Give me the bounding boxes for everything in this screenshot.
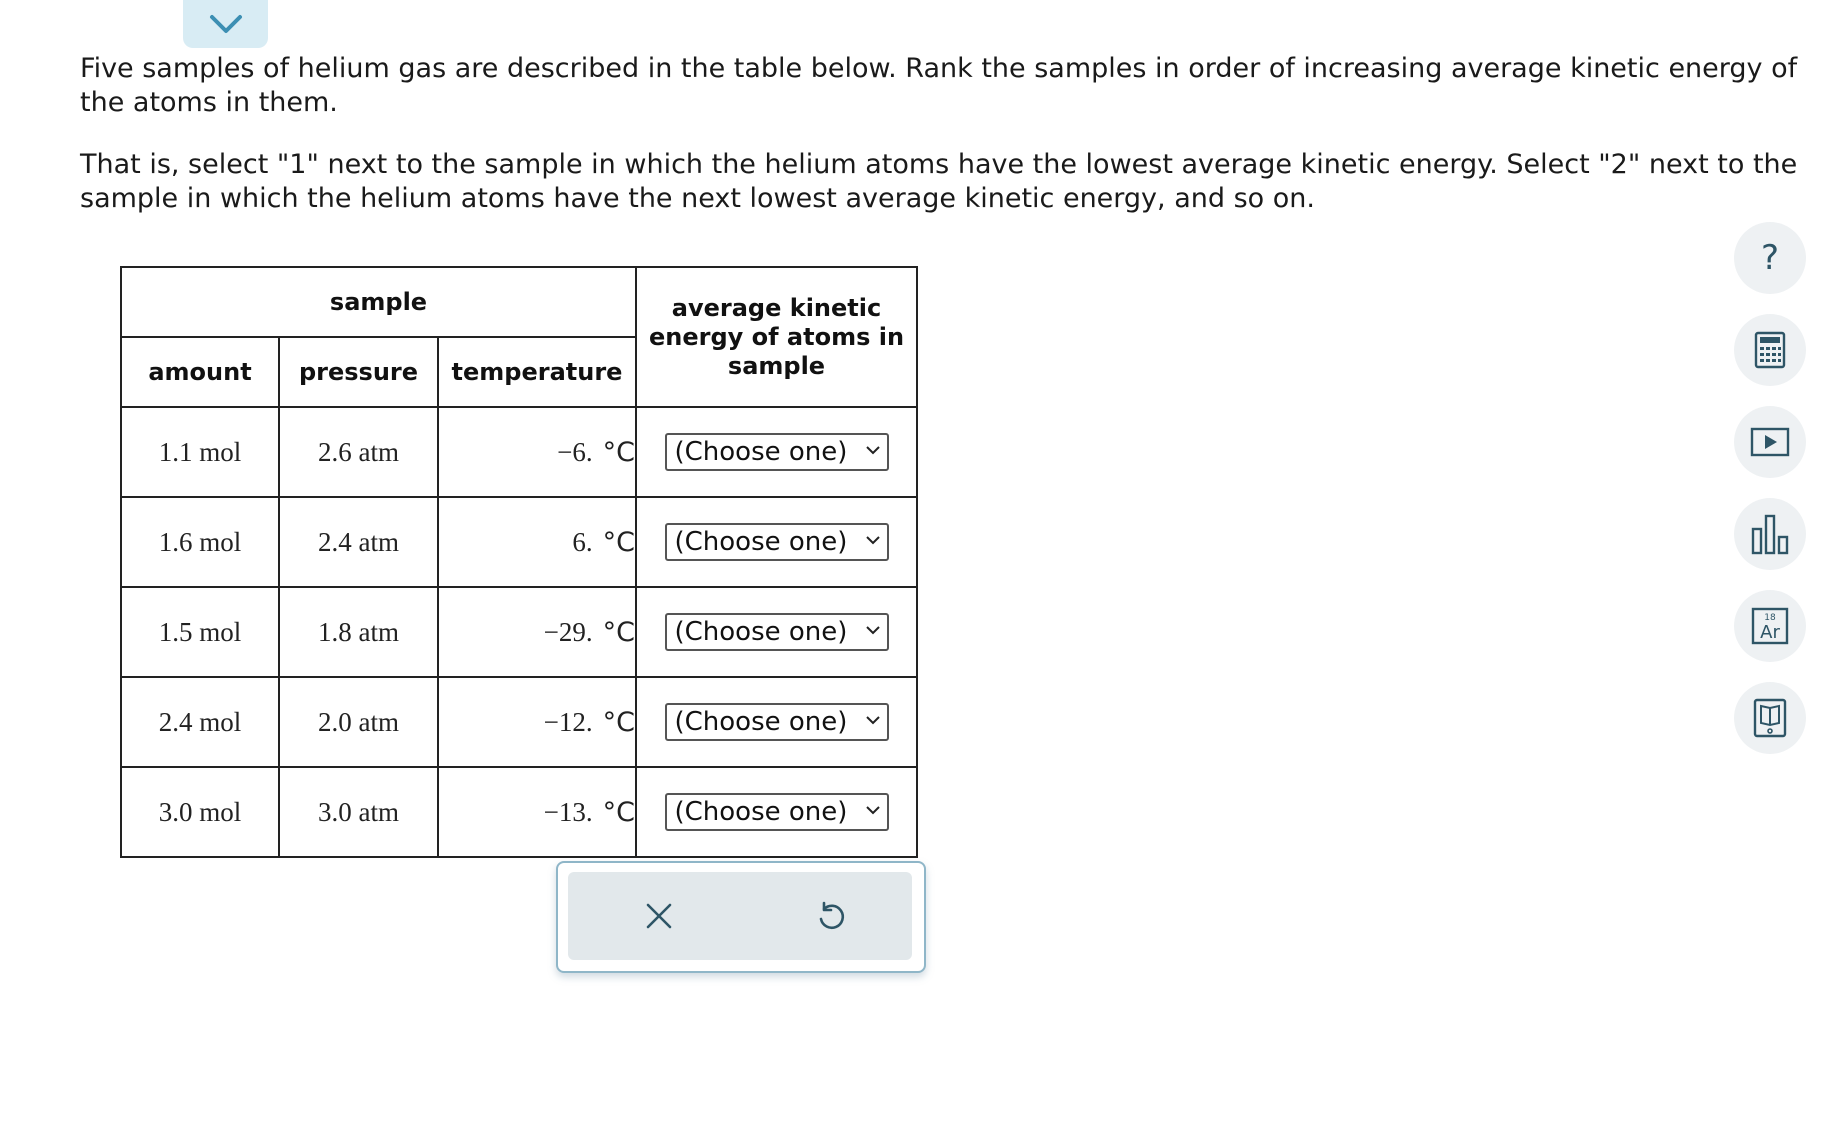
rank-cell [636, 677, 917, 767]
pressure-cell: 3.0 atm [279, 767, 438, 857]
chevron-down-icon [865, 444, 881, 456]
pressure-cell: 2.0 atm [279, 677, 438, 767]
table-row [121, 407, 917, 497]
temperature-unit: °C [602, 796, 635, 828]
instruction-text: That is, select "1" next to the sample in which the helium atoms have the lowest average kinetic energy. Select "2" next to the sample in which the helium atoms have the next lowest average kinetic energy, and so on. [80, 149, 1806, 214]
periodic-symbol: Ar [1760, 622, 1780, 643]
kinetic-energy-header: average kinetic energy of atoms in sample [636, 267, 917, 407]
amount-cell: 1.1 mol [121, 407, 279, 497]
sample-group-header: sample [121, 267, 636, 337]
table-row [121, 677, 917, 767]
chevron-down-icon [865, 714, 881, 726]
pressure-cell: 2.6 atm [279, 407, 438, 497]
temperature-value: −12. [543, 706, 593, 737]
clear-icon [644, 901, 674, 931]
periodic-number: 18 [1764, 613, 1776, 623]
answer-action-panel [556, 861, 926, 973]
temperature-cell [438, 767, 636, 857]
calculator-icon [1754, 331, 1786, 369]
amount-cell: 1.5 mol [121, 587, 279, 677]
temperature-unit: °C [602, 706, 635, 738]
rank-cell [636, 587, 917, 677]
amount-header: amount [121, 337, 279, 407]
table-row [121, 587, 917, 677]
periodic-table-icon [1751, 607, 1789, 645]
rank-select[interactable] [665, 523, 889, 561]
table-row [121, 497, 917, 587]
temperature-value: −6. [557, 436, 593, 467]
help-button[interactable] [1734, 222, 1806, 294]
help-icon: ? [1760, 238, 1780, 278]
rank-cell [636, 407, 917, 497]
table-row [121, 767, 917, 857]
chevron-down-icon [865, 624, 881, 636]
video-icon [1750, 427, 1790, 457]
calculator-button[interactable] [1734, 314, 1806, 386]
undo-button[interactable] [811, 896, 851, 936]
rank-select-value: (Choose one) [674, 437, 848, 467]
undo-icon [815, 900, 847, 932]
bar-chart-icon [1750, 513, 1790, 555]
rank-select-value: (Choose one) [674, 797, 848, 827]
video-button[interactable] [1734, 406, 1806, 478]
rank-select[interactable] [665, 793, 889, 831]
temperature-value: 6. [572, 526, 593, 557]
pressure-cell: 2.4 atm [279, 497, 438, 587]
pressure-cell: 1.8 atm [279, 587, 438, 677]
chevron-down-icon [865, 804, 881, 816]
temperature-unit: °C [602, 526, 635, 558]
chevron-down-icon [865, 534, 881, 546]
temperature-cell [438, 407, 636, 497]
reference-book-icon [1753, 698, 1787, 738]
chevron-down-icon [209, 14, 243, 34]
temperature-unit: °C [602, 616, 635, 648]
question-text: Five samples of helium gas are described in the table below. Rank the samples in order of increasing average kinetic energy of the atoms in them. [80, 53, 1806, 118]
temperature-cell [438, 497, 636, 587]
samples-table [120, 266, 918, 858]
rank-select-value: (Choose one) [674, 617, 848, 647]
rank-select-value: (Choose one) [674, 527, 848, 557]
collapse-toggle[interactable] [183, 0, 268, 48]
clear-button[interactable] [639, 896, 679, 936]
amount-cell: 1.6 mol [121, 497, 279, 587]
pressure-header: pressure [279, 337, 438, 407]
rank-cell [636, 497, 917, 587]
temperature-cell [438, 587, 636, 677]
amount-cell: 3.0 mol [121, 767, 279, 857]
action-bar [568, 872, 912, 960]
rank-select-value: (Choose one) [674, 707, 848, 737]
periodic-table-button[interactable] [1734, 590, 1806, 662]
temperature-unit: °C [602, 436, 635, 468]
reference-button[interactable] [1734, 682, 1806, 754]
amount-cell: 2.4 mol [121, 677, 279, 767]
temperature-value: −29. [543, 616, 593, 647]
rank-select[interactable] [665, 433, 889, 471]
temperature-value: −13. [543, 796, 593, 827]
temperature-header: temperature [438, 337, 636, 407]
rank-select[interactable] [665, 613, 889, 651]
data-analysis-button[interactable] [1734, 498, 1806, 570]
rank-select[interactable] [665, 703, 889, 741]
temperature-cell [438, 677, 636, 767]
rank-cell [636, 767, 917, 857]
